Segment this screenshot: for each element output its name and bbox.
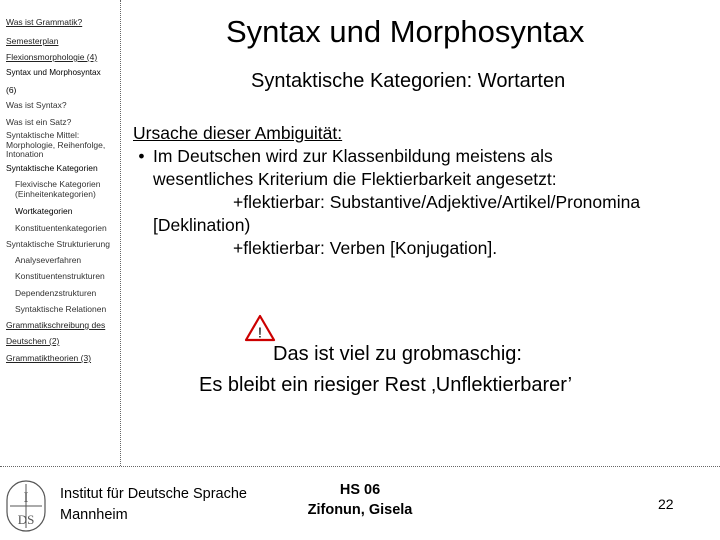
sidebar-item-syntaktische-strukturierung[interactable]: Syntaktische Strukturierung (6, 239, 110, 249)
ids-logo (6, 480, 46, 532)
sidebar-navigation (0, 0, 121, 466)
warning-mark: ! (257, 324, 263, 342)
course-code: HS 06 (339, 482, 381, 498)
sidebar-item-semesterplan[interactable]: Semesterplan (6, 36, 59, 46)
slide-subtitle: Syntaktische Kategorien: Wortarten (251, 70, 566, 92)
bullet-text-2: wesentliches Kriterium die Flektierbarkeit angesetzt: (153, 169, 557, 189)
sidebar-item-konstituentenkategorien[interactable]: Konstituentenkategorien (15, 223, 107, 233)
bullet-line-1 (130, 145, 710, 168)
conclusion-line-1: Das ist viel zu grobmaschig: (273, 343, 522, 365)
sidebar-item-syntaktische-relationen[interactable]: Syntaktische Relationen (15, 304, 107, 314)
bullet-text-1: Im Deutschen wird zur Klassenbildung meistens als (153, 146, 553, 166)
sidebar-item-syntaktische-kategorien[interactable]: Syntaktische Kategorien (6, 163, 98, 173)
flex-line: +flektierbar: Substantive/Adjektive/Artikel/Pronomina (233, 192, 641, 212)
course-info (296, 480, 424, 520)
institute-line-1: Institut für Deutsche Sprache (60, 486, 247, 502)
svg-text:I: I (23, 490, 29, 506)
cause-heading: Ursache dieser Ambiguität: (133, 123, 343, 143)
sidebar-item-flexivische-kategorien[interactable]: Flexivische Kategorien (Einheitenkategorien) (15, 179, 101, 199)
sidebar-item-dependenzstrukturen[interactable]: Dependenzstrukturen (15, 288, 97, 298)
page-number: 22 (658, 496, 674, 512)
sidebar-item-grammatikschreibung[interactable]: Grammatikschreibung des (6, 320, 106, 330)
sidebar-item-grammatikschreibung-count[interactable]: Deutschen (2) (6, 336, 60, 346)
warning-icon (244, 314, 276, 342)
sidebar-item-was-ist-ein-satz[interactable]: Was ist ein Satz? (6, 117, 72, 127)
sidebar-item-analyseverfahren[interactable]: Analyseverfahren (15, 255, 82, 265)
sidebar-item-flexionsmorphologie[interactable]: Flexionsmorphologie (4) (6, 52, 98, 62)
sidebar-item-syntaktische-mittel[interactable]: Syntaktische Mittel: Morphologie, Reihenfolge, Intonation (6, 130, 106, 159)
conclusion-line-2: Es bleibt ein riesiger Rest ‚Unflektierbarer’ (199, 374, 573, 396)
sidebar-item-grammatiktheorien[interactable]: Grammatiktheorien (3) (6, 353, 92, 363)
slide-body (130, 122, 710, 260)
sidebar-item-was-ist-grammatik[interactable]: Was ist Grammatik? (6, 17, 83, 27)
verbs-line: +flektierbar: Verben [Konjugation]. (233, 238, 498, 258)
sidebar-item-wortkategorien[interactable]: Wortkategorien (15, 206, 73, 216)
sidebar-item-konstituentenstrukturen[interactable]: Konstituentenstrukturen (15, 271, 105, 281)
institute-name (60, 484, 247, 526)
course-author: Zifonun, Gisela (307, 502, 413, 518)
sidebar-item-syntax-count[interactable]: (6) (6, 85, 17, 95)
sidebar-item-syntax-und-morphosyntax[interactable]: Syntax und Morphosyntax (6, 68, 101, 77)
bullet-dot: • (138, 146, 145, 166)
sidebar-item-was-ist-syntax[interactable]: Was ist Syntax? (6, 100, 67, 110)
institute-line-2: Mannheim (60, 507, 128, 523)
declination-line: [Deklination) (153, 215, 251, 235)
footer-divider (0, 466, 720, 467)
svg-text:DS: DS (17, 512, 35, 527)
slide-title: Syntax und Morphosyntax (226, 14, 585, 49)
